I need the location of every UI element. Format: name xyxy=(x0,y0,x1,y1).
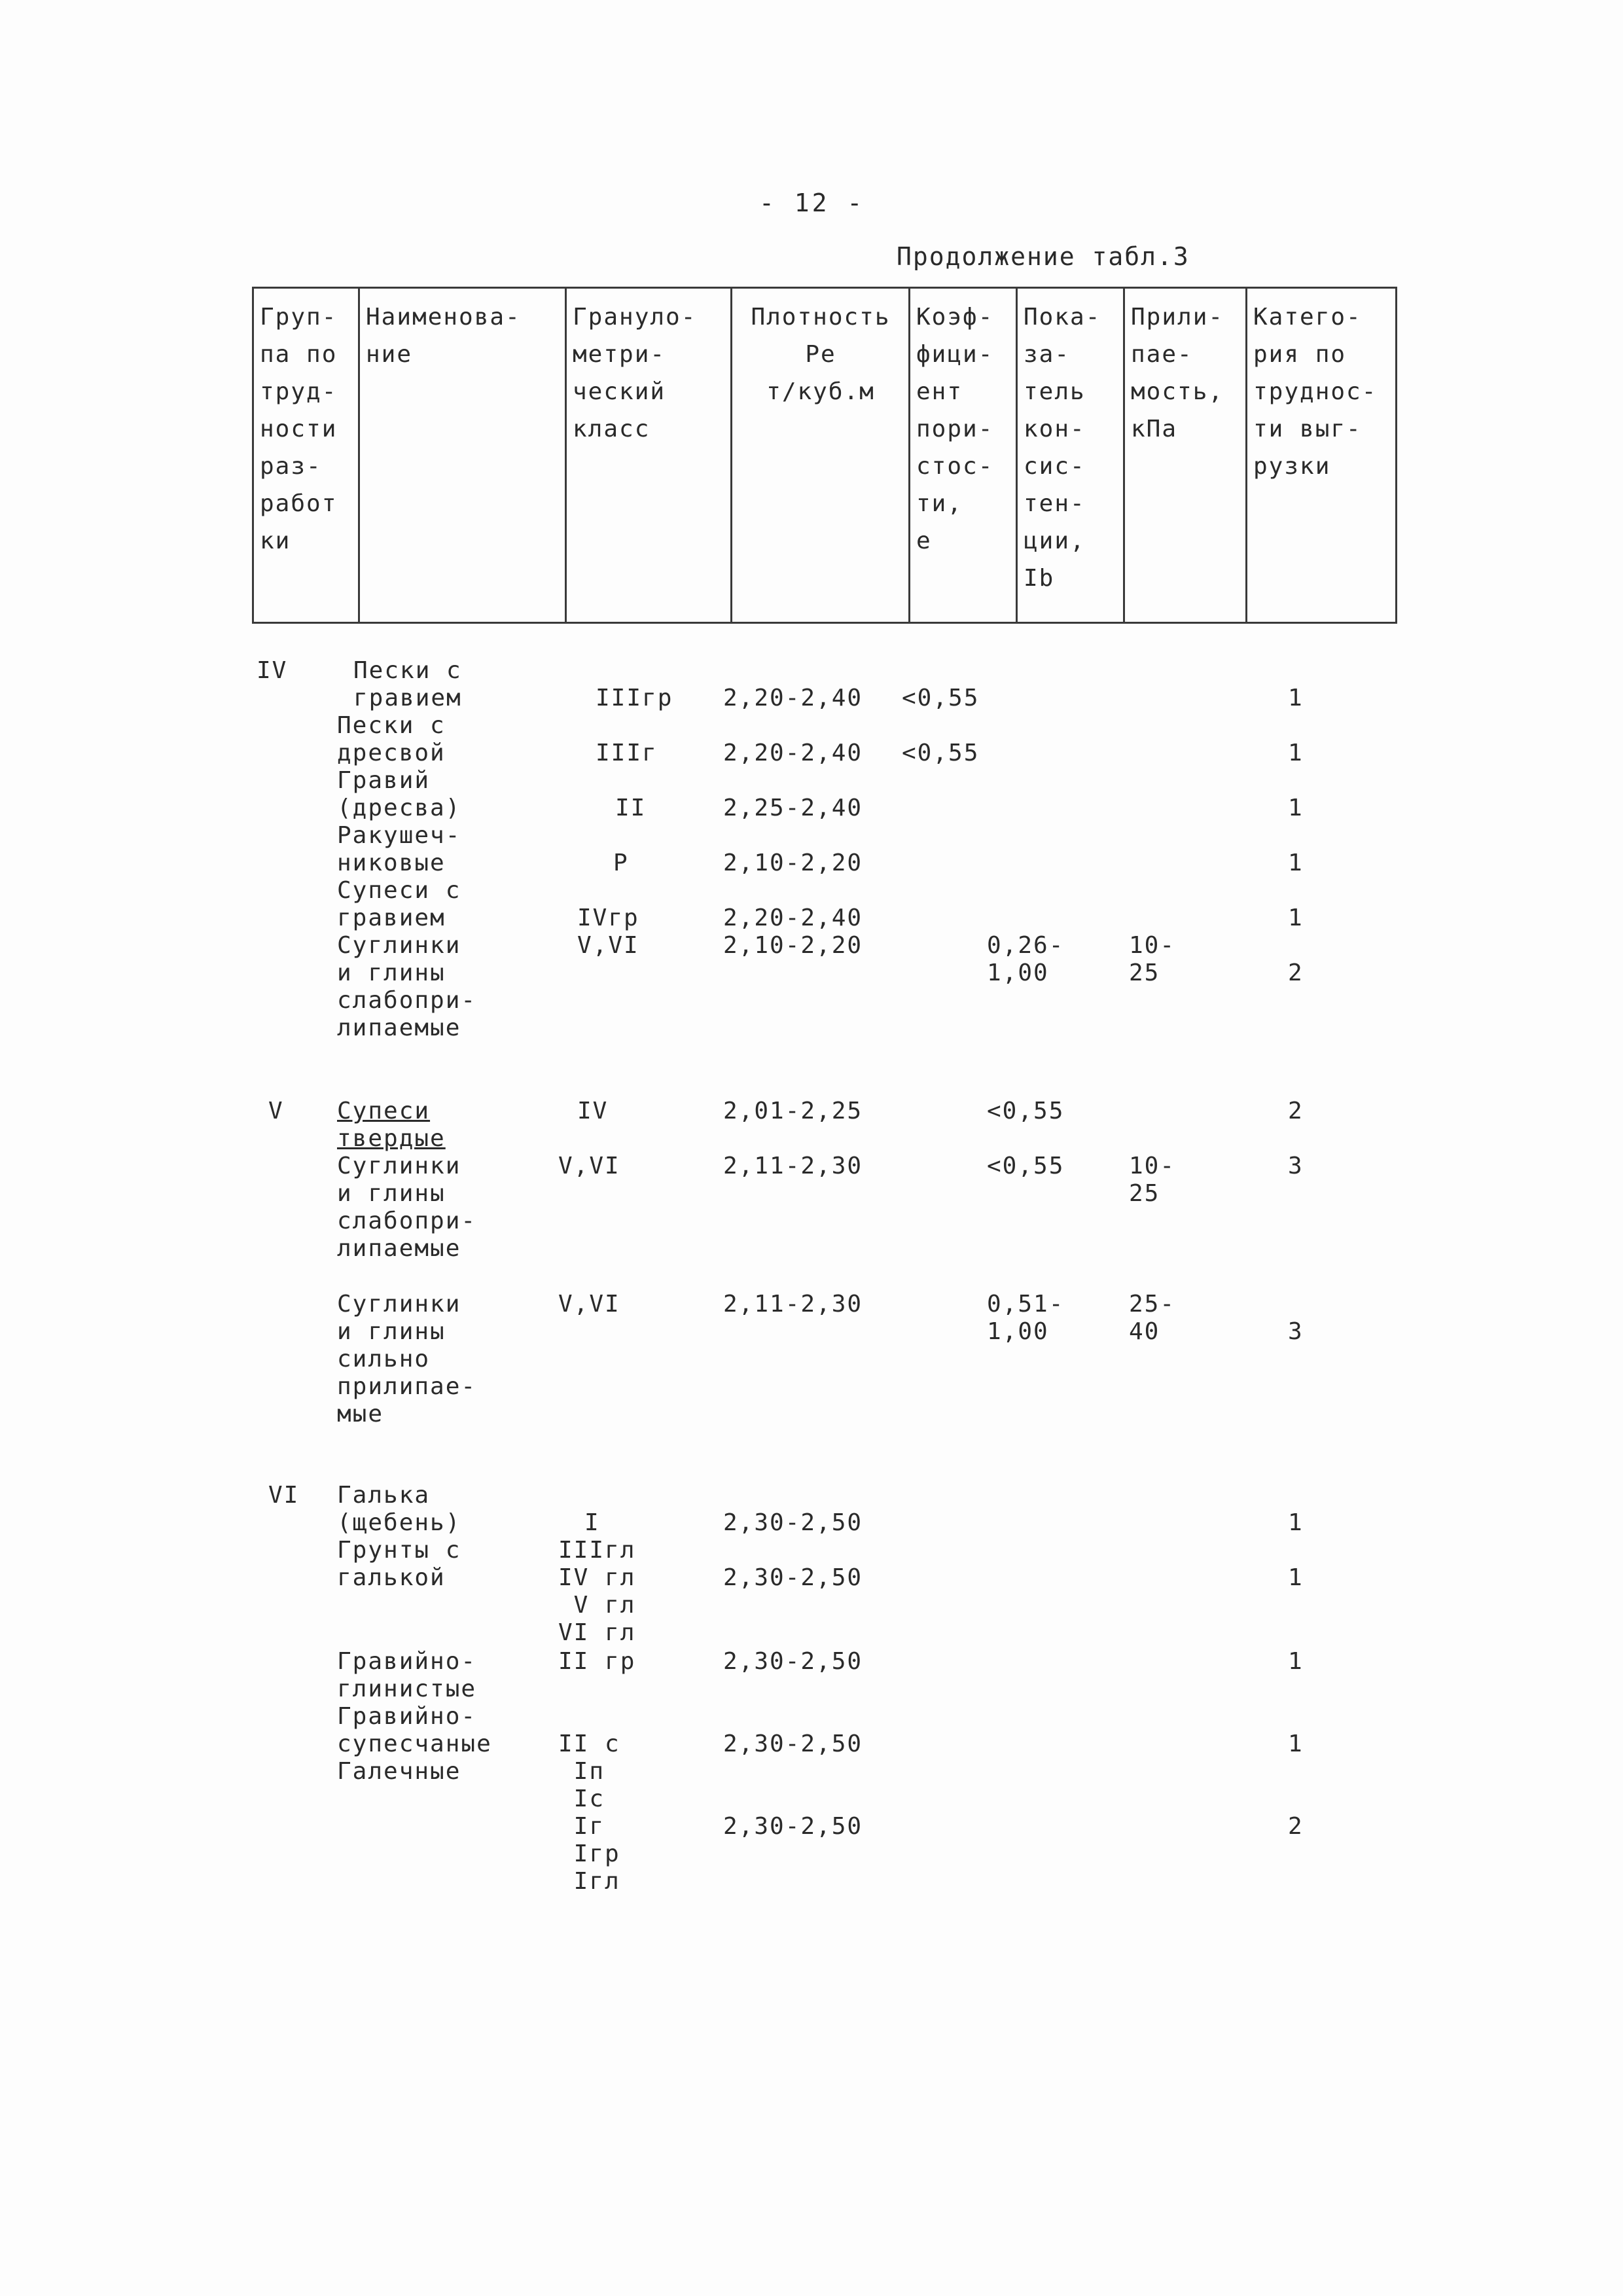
category-value: 1 xyxy=(1288,1648,1304,1675)
soil-name: Суглинки и глины слабопри- липаемые xyxy=(337,932,477,1041)
header-porosity: Коэф- фици- ент пори- стос- ти, е xyxy=(916,304,994,554)
category-value: 1 xyxy=(1288,850,1304,876)
density-value: 2,11-2,30 xyxy=(723,1291,863,1318)
group-label: IV xyxy=(257,657,288,684)
porosity-value: <0,55 xyxy=(902,740,980,766)
soil-name: Грунты с галькой xyxy=(337,1537,461,1591)
category-value: 1 xyxy=(1288,1564,1304,1591)
granulometric-class: IIIгл IV гл V гл VI гл xyxy=(558,1537,636,1646)
granulometric-class: IIIг xyxy=(596,740,658,766)
category-value: 1 xyxy=(1288,795,1304,821)
granulometric-class: V,VI xyxy=(558,1291,620,1318)
density-value: 2,20-2,40 xyxy=(723,685,863,711)
group-label: VI xyxy=(268,1482,300,1509)
adhesion-value: 25- 40 xyxy=(1129,1291,1176,1345)
header-divider xyxy=(908,287,910,624)
soil-name: Супеси твердые xyxy=(337,1098,446,1152)
header-bottom-rule xyxy=(252,622,1397,624)
header-name: Наименова- ние xyxy=(366,304,521,368)
density-value: 2,01-2,25 xyxy=(723,1098,863,1124)
header-unloading-category: Катего- рия по труднос- ти выг- рузки xyxy=(1253,304,1378,480)
header-density: Плотность Ре т/куб.м xyxy=(751,304,891,405)
granulometric-class: V,VI xyxy=(558,1153,620,1179)
category-value: 3 xyxy=(1288,1153,1304,1179)
category-value: 2 xyxy=(1288,1098,1304,1124)
soil-name: Пески с дресвой xyxy=(337,712,446,766)
granulometric-class: V,VI xyxy=(577,932,639,959)
soil-name: Гравийно- супесчаные xyxy=(337,1703,492,1757)
header-granulometric-class: Грануло- метри- ческий класс xyxy=(573,304,697,442)
category-value: 2 xyxy=(1288,960,1304,986)
density-value: 2,30-2,50 xyxy=(723,1564,863,1591)
density-value: 2,30-2,50 xyxy=(723,1509,863,1536)
group-label: V xyxy=(268,1098,284,1124)
soil-name: Пески с гравием xyxy=(353,657,462,711)
soil-name: Гравий (дресва) xyxy=(337,767,461,821)
category-value: 1 xyxy=(1288,1509,1304,1536)
header-group-by-difficulty: Груп- па по труд- ности раз- работ ки xyxy=(260,304,338,554)
table-continuation-label: Продолжение табл.3 xyxy=(897,242,1190,271)
page-number: - 12 - xyxy=(759,188,865,217)
header-divider xyxy=(252,287,254,624)
soil-name: Галька (щебень) xyxy=(337,1482,461,1536)
soil-name: Суглинки и глины слабопри- липаемые xyxy=(337,1153,477,1262)
granulometric-class: Р xyxy=(613,850,629,876)
adhesion-value: 10- 25 xyxy=(1129,1153,1176,1207)
header-consistency: Пока- за- тель кон- сис- тен- ции, Ib xyxy=(1024,304,1101,592)
header-divider xyxy=(1123,287,1125,624)
consistency-value: 0,26- 1,00 xyxy=(987,932,1065,986)
header-divider xyxy=(1395,287,1397,624)
granulometric-class: IVгр xyxy=(577,905,639,931)
granulometric-class: II xyxy=(615,795,647,821)
density-value: 2,20-2,40 xyxy=(723,905,863,931)
category-value: 2 xyxy=(1288,1813,1304,1840)
header-adhesion: Прили- пае- мость, кПа xyxy=(1131,304,1224,442)
consistency-value: <0,55 xyxy=(987,1153,1065,1179)
category-value: 3 xyxy=(1288,1318,1304,1345)
header-top-rule xyxy=(252,287,1397,289)
density-value: 2,30-2,50 xyxy=(723,1731,863,1757)
category-value: 1 xyxy=(1288,905,1304,931)
granulometric-class: IV xyxy=(577,1098,609,1124)
density-value: 2,30-2,50 xyxy=(723,1813,863,1840)
header-divider xyxy=(1245,287,1247,624)
granulometric-class: I xyxy=(584,1509,600,1536)
category-value: 1 xyxy=(1288,1731,1304,1757)
soil-name: Суглинки и глины сильно прилипае- мые xyxy=(337,1291,477,1427)
consistency-value: 0,51- 1,00 xyxy=(987,1291,1065,1345)
porosity-value: <0,55 xyxy=(902,685,980,711)
density-value: 2,20-2,40 xyxy=(723,740,863,766)
density-value: 2,10-2,20 xyxy=(723,932,863,959)
header-divider xyxy=(358,287,360,624)
soil-name: Галечные xyxy=(337,1758,461,1785)
soil-name: Гравийно- глинистые xyxy=(337,1648,477,1702)
consistency-value: <0,55 xyxy=(987,1098,1065,1124)
header-divider xyxy=(565,287,567,624)
soil-name: Ракушеч- никовые xyxy=(337,822,461,876)
density-value: 2,25-2,40 xyxy=(723,795,863,821)
adhesion-value: 10- 25 xyxy=(1129,932,1176,986)
header-divider xyxy=(730,287,732,624)
category-value: 1 xyxy=(1288,740,1304,766)
soil-name: Супеси с гравием xyxy=(337,877,461,931)
density-value: 2,11-2,30 xyxy=(723,1153,863,1179)
table-header xyxy=(252,287,1397,624)
granulometric-class: Iп Iс Iг Iгр Iгл xyxy=(573,1758,620,1895)
density-value: 2,10-2,20 xyxy=(723,850,863,876)
granulometric-class: II гр xyxy=(558,1648,636,1675)
granulometric-class: IIIгр xyxy=(596,685,673,711)
category-value: 1 xyxy=(1288,685,1304,711)
granulometric-class: II с xyxy=(558,1731,620,1757)
header-divider xyxy=(1016,287,1018,624)
density-value: 2,30-2,50 xyxy=(723,1648,863,1675)
